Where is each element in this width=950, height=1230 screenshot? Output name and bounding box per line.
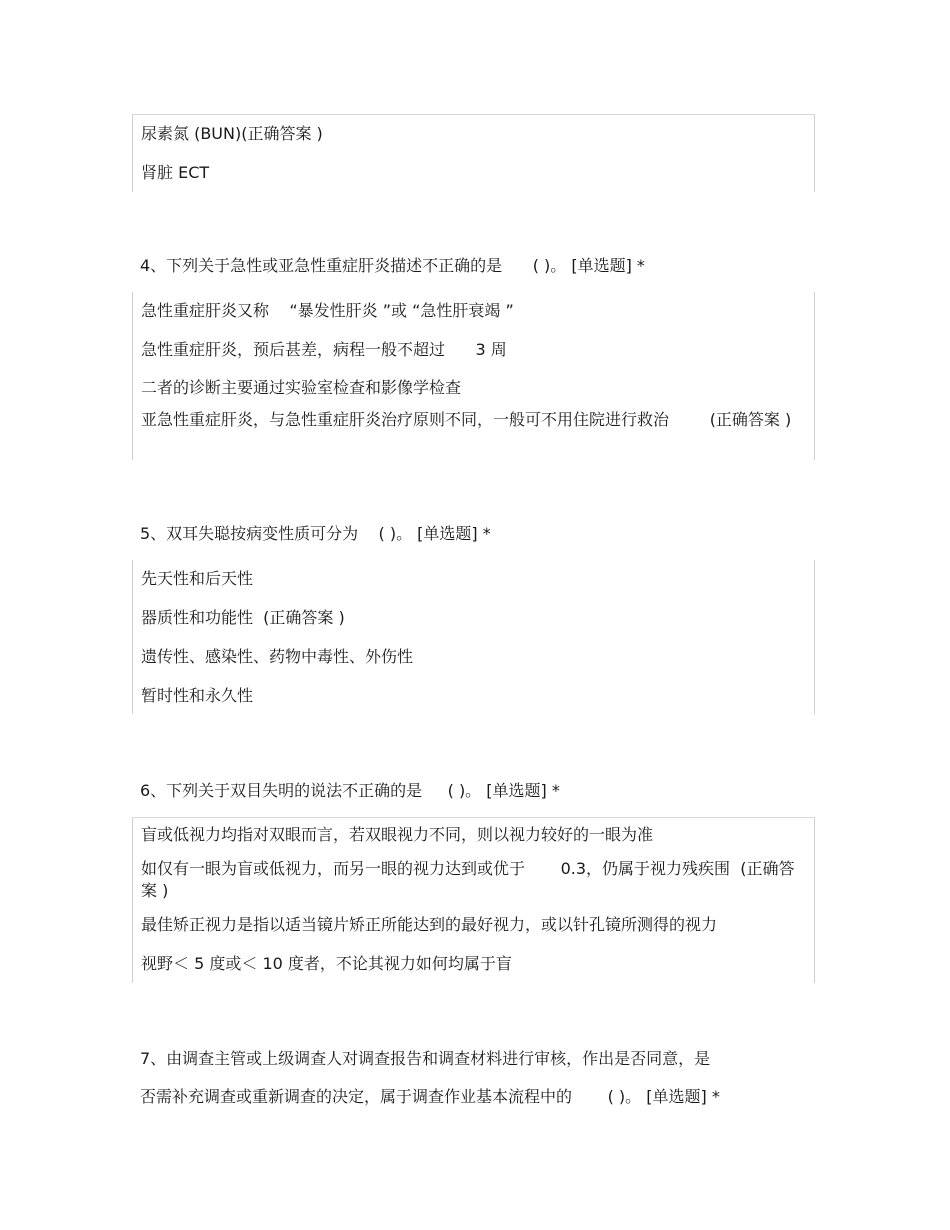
- option-5-d[interactable]: 暂时性和永久性: [141, 686, 254, 705]
- option-6-b[interactable]: 如仅有一眼为盲或低视力，而另一眼的视力达到或优于 0.3，仍属于视力残疾围 (正确答案 ): [141, 859, 795, 900]
- question-7-title-line2: 否需补充调查或重新调查的决定，属于调查作业基本流程中的 ( )。 [单选题] *: [140, 1087, 720, 1106]
- question-4-options: [132, 292, 815, 460]
- question-6-options: [132, 817, 815, 983]
- option-4-a[interactable]: 急性重症肝炎又称 “暴发性肝炎 ”或 “急性肝衰竭 ”: [141, 301, 514, 320]
- option-5-b[interactable]: 器质性和功能性 (正确答案 ): [141, 608, 345, 627]
- option-4-b[interactable]: 急性重症肝炎，预后甚差，病程一般不超过 3 周: [141, 340, 507, 359]
- question-3-options: [132, 114, 815, 192]
- option-6-c[interactable]: 最佳矫正视力是指以适当镜片矫正所能达到的最好视力，或以针孔镜所测得的视力: [141, 915, 718, 934]
- question-7-title-line1: 7、由调查主管或上级调查人对调查报告和调查材料进行审核，作出是否同意，是: [140, 1049, 711, 1068]
- question-5-options: [132, 560, 815, 714]
- option-3-c[interactable]: 尿素氮 (BUN)(正确答案 ): [141, 124, 323, 143]
- option-5-a[interactable]: 先天性和后天性: [141, 569, 254, 588]
- question-4-title: 4、下列关于急性或亚急性重症肝炎描述不正确的是 ( )。 [单选题] *: [140, 256, 645, 275]
- option-4-d[interactable]: 亚急性重症肝炎，与急性重症肝炎治疗原则不同，一般可不用住院进行救治 (正确答案 ): [141, 410, 792, 429]
- option-6-d[interactable]: 视野＜ 5 度或＜ 10 度者，不论其视力如何均属于盲: [141, 954, 512, 973]
- option-4-c[interactable]: 二者的诊断主要通过实验室检查和影像学检查: [141, 378, 462, 397]
- option-5-c[interactable]: 遗传性、感染性、药物中毒性、外伤性: [141, 647, 414, 666]
- option-3-d[interactable]: 肾脏 ECT: [141, 163, 210, 182]
- question-6-title: 6、下列关于双目失明的说法不正确的是 ( )。 [单选题] *: [140, 781, 560, 800]
- question-5-title: 5、双耳失聪按病变性质可分为 ( )。 [单选题] *: [140, 524, 491, 543]
- option-6-a[interactable]: 盲或低视力均指对双眼而言，若双眼视力不同，则以视力较好的一眼为准: [141, 825, 654, 844]
